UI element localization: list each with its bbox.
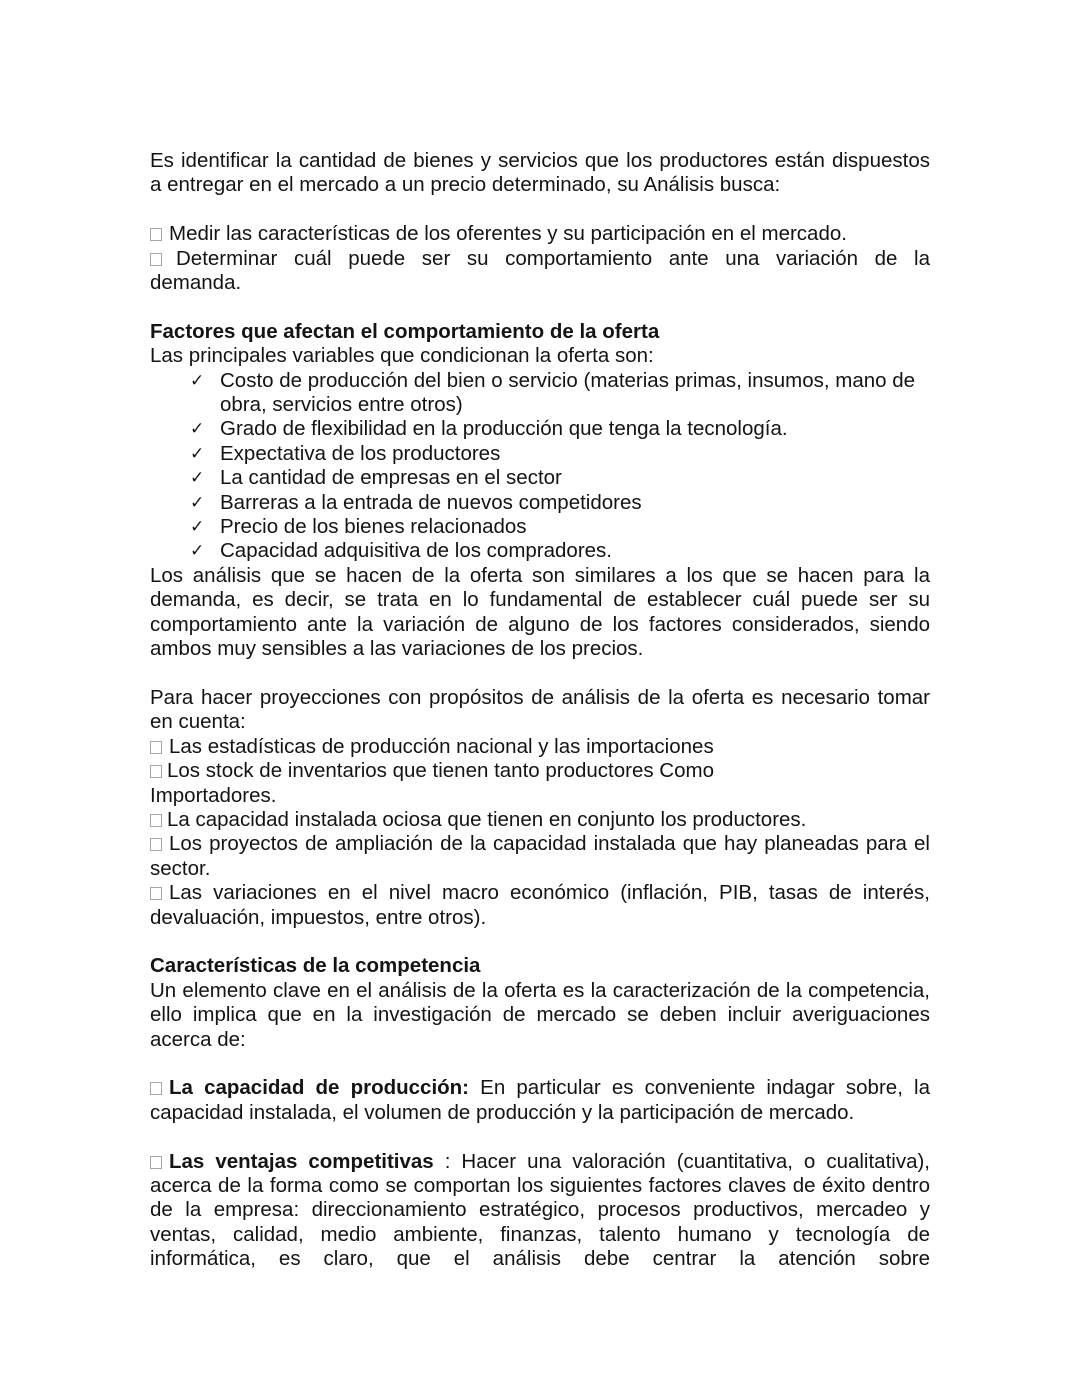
- empty-box-icon: [150, 1082, 162, 1095]
- empty-box-icon: [150, 887, 162, 900]
- section-heading-factores: Factores que afectan el comportamiento de la oferta: [150, 319, 660, 343]
- checkmark-icon: ✓: [190, 468, 205, 489]
- intro-bullet: Medir las características de los oferentes y su participación en el mercado.: [150, 222, 930, 246]
- empty-box-icon: [150, 765, 162, 778]
- empty-box-icon: [150, 838, 162, 851]
- proyecciones-bullet: Las variaciones en el nivel macro económico (inflación, PIB, tasas de interés, devaluación, impuestos, entre otros).: [150, 881, 930, 929]
- checklist-item: ✓ Capacidad adquisitiva de los compradores.: [190, 539, 613, 563]
- factores-checklist: [150, 369, 930, 564]
- empty-box-icon: [150, 741, 162, 754]
- proyecciones-bullet-continuation: Importadores.: [150, 783, 277, 807]
- proyecciones-bullet: Los stock de inventarios que tienen tanto productores Como: [150, 759, 930, 783]
- checklist-item: ✓ Grado de flexibilidad en la producción que tenga la tecnología.: [190, 417, 788, 441]
- checkmark-icon: ✓: [190, 541, 205, 562]
- competencia-paragraph: Un elemento clave en el análisis de la oferta es la caracterización de la competencia, ello implica que en la investigación de mercado se deben incluir averiguaciones acerca de:: [150, 978, 930, 1051]
- checkmark-icon: ✓: [190, 492, 205, 513]
- empty-box-icon: [150, 814, 162, 827]
- empty-box-icon: [150, 228, 162, 241]
- checklist-item: ✓ Costo de producción del bien o servicio (materias primas, insumos, mano de obra, servicios entre otros): [190, 368, 916, 417]
- competencia-item: Las ventajas competitivas : Hacer una valoración (cuantitativa, o cualitativa), acerca de la forma como se comportan los siguientes factores claves de éxito dentro de la empresa: direccionamiento estratégico, procesos productivos, mercadeo y ventas, calidad, medio ambiente, finanzas, talento humano y tecnología de informática, es claro, que el análisis debe centrar la atención sobre: [150, 1149, 931, 1271]
- proyecciones-bullet: La capacidad instalada ociosa que tienen en conjunto los productores.: [150, 808, 930, 832]
- empty-box-icon: [150, 1156, 162, 1169]
- checkmark-icon: ✓: [190, 370, 205, 391]
- competencia-item-term: La capacidad de producción:: [169, 1076, 470, 1100]
- intro-paragraph: Es identificar la cantidad de bienes y servicios que los productores están dispuestos a entregar en el mercado a un precio determinado, su Análisis busca:: [150, 149, 930, 197]
- checklist-item: ✓ Barreras a la entrada de nuevos competidores: [190, 490, 642, 514]
- checkmark-icon: ✓: [190, 443, 205, 464]
- competencia-item-term: Las ventajas competitivas: [169, 1149, 434, 1173]
- section-heading-competencia: Características de la competencia: [150, 954, 481, 978]
- checklist-item: ✓ Expectativa de los productores: [190, 441, 501, 465]
- proyecciones-bullet: Los proyectos de ampliación de la capacidad instalada que hay planeadas para el sector.: [150, 832, 930, 880]
- checklist-item: ✓ Precio de los bienes relacionados: [190, 515, 527, 539]
- competencia-item: La capacidad de producción: En particular es conveniente indagar sobre, la capacidad instalada, el volumen de producción y la participación de mercado.: [150, 1076, 930, 1124]
- checkmark-icon: ✓: [190, 419, 205, 440]
- document-page: [150, 149, 930, 1272]
- proyecciones-lead: Para hacer proyecciones con propósitos de análisis de la oferta es necesario tomar en cuenta:: [150, 685, 930, 734]
- proyecciones-bullet: Las estadísticas de producción nacional y las importaciones: [150, 735, 930, 759]
- empty-box-icon: [150, 253, 162, 266]
- checkmark-icon: ✓: [190, 517, 205, 538]
- factores-closing-paragraph: Los análisis que se hacen de la oferta son similares a los que se hacen para la demanda, es decir, se trata en lo fundamental de establecer cuál puede ser su comportamiento ante la variación de alguno de los factores considerados, siendo ambos muy sensibles a las variaciones de los precios.: [150, 563, 930, 661]
- intro-bullet: Determinar cuál puede ser su comportamiento ante una variación de la demanda.: [150, 246, 930, 295]
- factores-lead: Las principales variables que condicionan la oferta son:: [150, 344, 654, 368]
- checklist-item: ✓ La cantidad de empresas en el sector: [190, 466, 562, 490]
